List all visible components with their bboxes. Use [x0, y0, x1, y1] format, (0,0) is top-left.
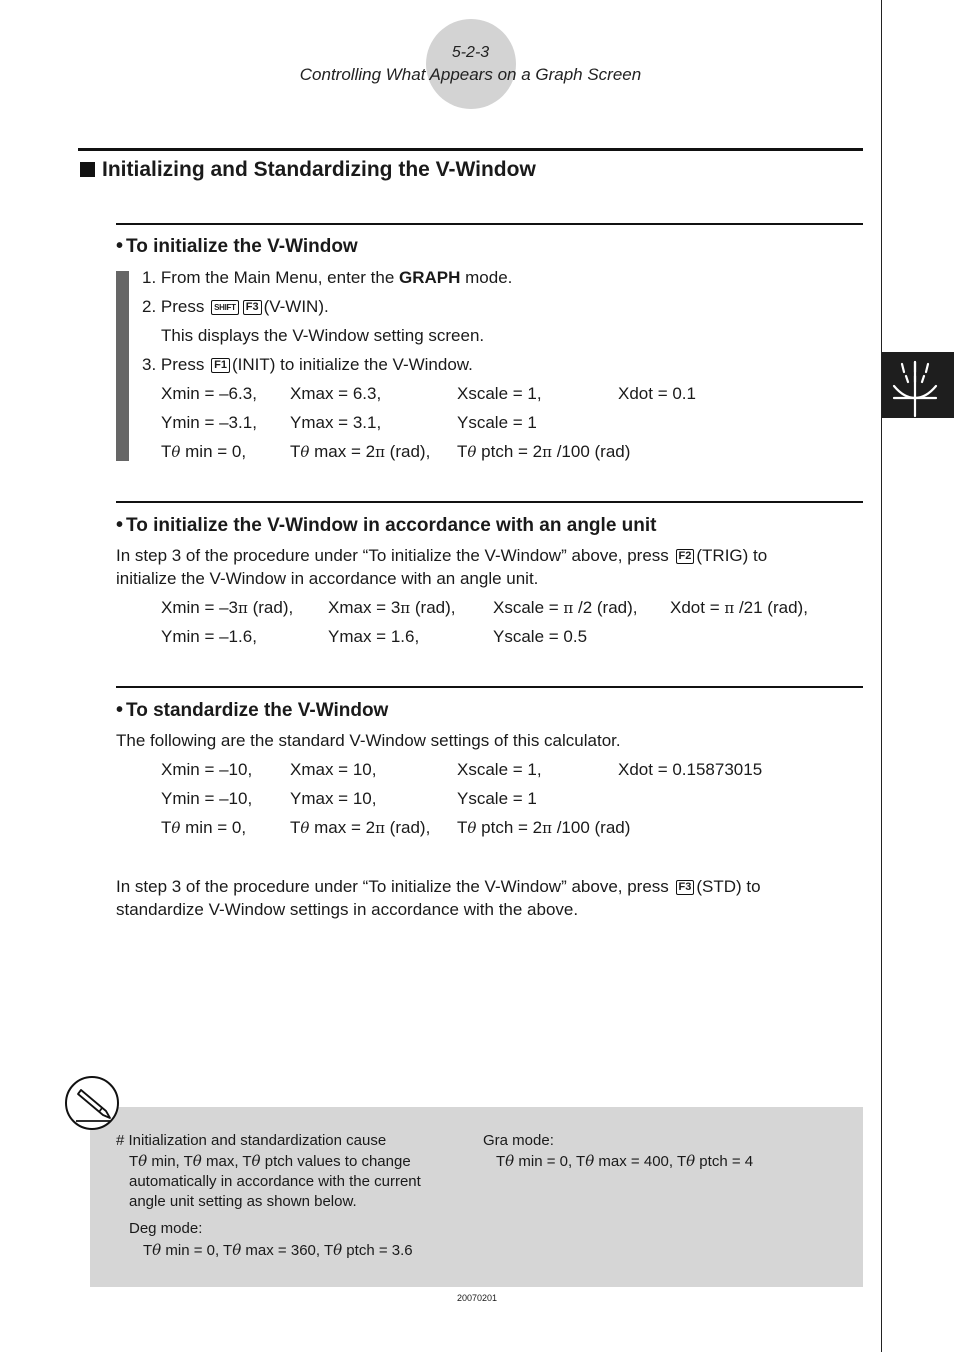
f2-key: F2: [676, 549, 695, 564]
xmax-text-end: (rad),: [410, 598, 456, 617]
subsection-heading-text: To standardize the V-Window: [126, 700, 389, 721]
step-2: [142, 297, 329, 317]
std-para-text: In step 3 of the procedure under “To initialize the V-Window” above, press: [116, 877, 674, 896]
std-xmin: Xmin = –10,: [161, 760, 253, 779]
step-2-note: This displays the V-Window setting screen.: [161, 326, 485, 345]
angle-ymax: Ymax = 1.6,: [328, 627, 420, 646]
tpitch-text-end: /100 (rad): [551, 442, 631, 461]
pi-symbol: π: [563, 599, 574, 617]
subsection-heading-angle: [116, 514, 657, 537]
theta-symbol: θ: [505, 1152, 515, 1170]
std-tmin: [161, 818, 246, 838]
t-letter: T: [496, 1153, 506, 1170]
step-3: [142, 355, 473, 375]
theta-symbol: θ: [333, 1241, 343, 1259]
theta-symbol: θ: [467, 819, 477, 837]
tpitch-text: ptch = 2: [476, 442, 543, 461]
step-3-text: 3. Press: [142, 355, 210, 374]
xmin-text-end: (rad),: [247, 598, 294, 617]
step-1-text: 1. From the Main Menu, enter the: [142, 268, 400, 287]
tmax-text: max = 2: [309, 442, 376, 461]
t-letter: T: [457, 818, 468, 837]
std-yscale: Yscale = 1: [457, 789, 537, 808]
gra-mode-label: Gra mode:: [483, 1132, 554, 1149]
chapter-tab[interactable]: [882, 352, 954, 418]
graph-chapter-icon: [882, 352, 954, 418]
subsection-heading-init: [116, 235, 358, 258]
deg-text: max = 360, T: [241, 1242, 334, 1259]
section-title: [80, 158, 536, 182]
note-line-3: automatically in accordance with the current: [129, 1173, 421, 1190]
angle-ymin: Ymin = –1.6,: [161, 627, 257, 646]
shift-key: SHIFT: [211, 300, 239, 315]
procedure-bar: [116, 271, 129, 461]
theta-symbol: θ: [300, 443, 310, 461]
std-tmax: [290, 818, 430, 838]
note-line-1: # Initialization and standardization cause: [116, 1132, 387, 1149]
deg-text: min = 0, T: [161, 1242, 233, 1259]
theta-symbol: θ: [300, 819, 310, 837]
graph-mode-label: GRAPH: [399, 268, 461, 287]
init-xdot: Xdot = 0.1: [618, 384, 696, 403]
std-tpitch: [457, 818, 630, 838]
bullet-icon: •: [116, 514, 124, 536]
note-text: min, T: [147, 1153, 193, 1170]
pencil-note-icon: [64, 1075, 120, 1131]
std-para-line-1: [116, 877, 761, 897]
pi-symbol: π: [724, 599, 735, 617]
std-xscale: Xscale = 1,: [457, 760, 542, 779]
standard-intro: The following are the standard V-Window settings of this calculator.: [116, 731, 621, 750]
theta-symbol: θ: [467, 443, 477, 461]
xmin-text: Xmin = –3: [161, 598, 239, 617]
pi-symbol: π: [542, 819, 552, 837]
init-tpitch: [457, 442, 630, 462]
angle-xdot: [670, 598, 808, 618]
angle-para-line-2: initialize the V-Window in accordance with an angle unit.: [116, 569, 539, 588]
bullet-icon: •: [116, 699, 124, 721]
angle-xscale: [493, 598, 638, 618]
init-tmin: [161, 442, 246, 462]
theta-symbol: θ: [585, 1152, 595, 1170]
note-line-4: angle unit setting as shown below.: [129, 1193, 357, 1210]
angle-yscale: Yscale = 0.5: [493, 627, 588, 646]
t-letter: T: [290, 818, 301, 837]
tmin-text: min = 0,: [180, 442, 247, 461]
step-2-text-end: (V-WIN).: [263, 297, 329, 316]
page-title: Controlling What Appears on a Graph Screen: [299, 65, 642, 84]
xscale-text-end: /2 (rad),: [573, 598, 638, 617]
angle-para-text-end: (TRIG) to: [696, 546, 768, 565]
deg-mode-label: Deg mode:: [129, 1220, 203, 1237]
pi-symbol: π: [238, 599, 248, 617]
xdot-text-end: /21 (rad),: [734, 598, 808, 617]
subsection-heading-text: To initialize the V-Window: [126, 236, 358, 257]
init-xmax: Xmax = 6.3,: [290, 384, 382, 403]
angle-para-line-1: [116, 546, 767, 566]
gra-text: max = 400, T: [594, 1153, 687, 1170]
f1-key: F1: [211, 358, 230, 373]
gra-text: min = 0, T: [514, 1153, 586, 1170]
tmin-text: min = 0,: [180, 818, 247, 837]
step-3-text-end: (INIT) to initialize the V-Window.: [231, 355, 473, 374]
std-para-text-end: (STD) to: [696, 877, 761, 896]
theta-symbol: θ: [192, 1152, 202, 1170]
t-letter: T: [143, 1242, 153, 1259]
angle-xmin: [161, 598, 293, 618]
t-letter: T: [457, 442, 468, 461]
pi-symbol: π: [375, 443, 385, 461]
t-letter: T: [161, 818, 172, 837]
header-page-badge: [426, 19, 516, 109]
theta-symbol: θ: [686, 1152, 696, 1170]
step-1-text-end: mode.: [460, 268, 513, 287]
xmax-text: Xmax = 3: [328, 598, 401, 617]
right-margin-rule: [881, 0, 882, 1352]
theta-symbol: θ: [138, 1152, 148, 1170]
std-xmax: Xmax = 10,: [290, 760, 377, 779]
std-ymin: Ymin = –10,: [161, 789, 253, 808]
theta-symbol: θ: [171, 443, 181, 461]
note-line-2: [129, 1152, 411, 1170]
subsection-rule: [116, 686, 863, 688]
theta-symbol: θ: [251, 1152, 261, 1170]
angle-para-text: In step 3 of the procedure under “To initialize the V-Window” above, press: [116, 546, 674, 565]
t-letter: T: [129, 1153, 139, 1170]
std-para-line-2: standardize V-Window settings in accordance with the above.: [116, 900, 579, 919]
step-2-text: 2. Press: [142, 297, 210, 316]
angle-xmax: [328, 598, 456, 618]
pi-symbol: π: [542, 443, 552, 461]
std-ymax: Ymax = 10,: [290, 789, 377, 808]
subsection-heading-text: To initialize the V-Window in accordance with an angle unit: [126, 515, 657, 536]
note-text: ptch values to change: [260, 1153, 411, 1170]
deg-text: ptch = 3.6: [342, 1242, 413, 1259]
tmax-text-end: (rad),: [384, 818, 431, 837]
init-yscale: Yscale = 1: [457, 413, 537, 432]
f3-key: F3: [243, 300, 262, 315]
theta-symbol: θ: [152, 1241, 162, 1259]
deg-mode-values: [143, 1241, 413, 1259]
pi-symbol: π: [400, 599, 411, 617]
subsection-rule: [116, 223, 863, 225]
t-letter: T: [290, 442, 301, 461]
bullet-icon: •: [116, 235, 124, 257]
init-ymax: Ymax = 3.1,: [290, 413, 382, 432]
tpitch-text: ptch = 2: [476, 818, 543, 837]
section-title-text: Initializing and Standardizing the V-Window: [102, 158, 536, 181]
tpitch-text-end: /100 (rad): [551, 818, 631, 837]
xscale-text: Xscale =: [493, 598, 564, 617]
step-1: [142, 268, 512, 288]
gra-text: ptch = 4: [695, 1153, 754, 1170]
theta-symbol: θ: [171, 819, 181, 837]
note-text: max, T: [201, 1153, 252, 1170]
init-xmin: Xmin = –6.3,: [161, 384, 257, 403]
square-bullet-icon: [80, 162, 95, 177]
init-ymin: Ymin = –3.1,: [161, 413, 257, 432]
xdot-text: Xdot =: [670, 598, 725, 617]
subsection-rule: [116, 501, 863, 503]
f3-key: F3: [676, 880, 695, 895]
init-tmax: [290, 442, 430, 462]
t-letter: T: [161, 442, 172, 461]
subsection-heading-standard: [116, 699, 388, 722]
theta-symbol: θ: [232, 1241, 242, 1259]
footer-code: 20070201: [456, 1293, 498, 1303]
pi-symbol: π: [375, 819, 385, 837]
tmax-text-end: (rad),: [384, 442, 431, 461]
page-number: 5-2-3: [451, 44, 490, 61]
init-xscale: Xscale = 1,: [457, 384, 542, 403]
tmax-text: max = 2: [309, 818, 376, 837]
std-xdot: Xdot = 0.15873015: [618, 760, 763, 779]
section-rule: [78, 148, 863, 151]
gra-mode-values: [496, 1152, 753, 1170]
